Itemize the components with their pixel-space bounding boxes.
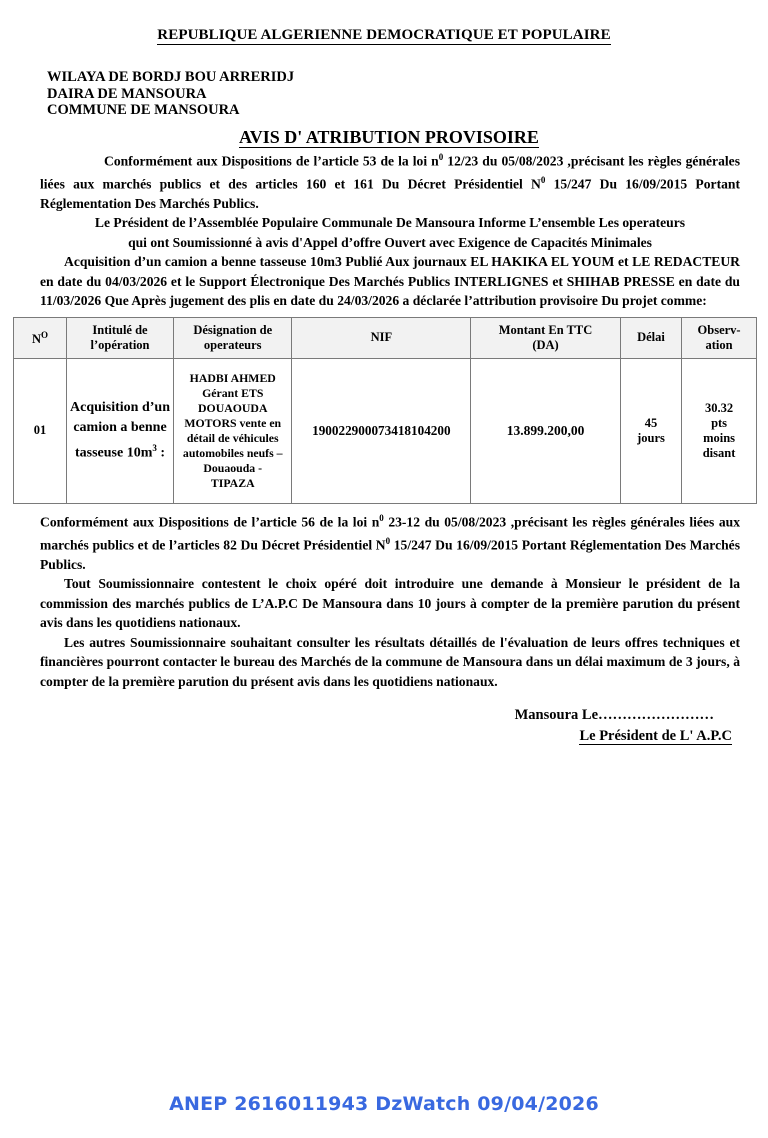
intro-p1-part3: 15/247 Du 16/09/2015 Portant Réglementation Des Marchés Publics. xyxy=(40,176,740,211)
cell-designation-l5: détail de véhicules xyxy=(186,430,279,445)
closing-p4-part1: Conformément aux Dispositions de l’article 56 de la loi n xyxy=(40,514,380,530)
column-header-observation-l2: ation xyxy=(705,337,733,352)
cell-designation-l7: Douaouda - xyxy=(203,460,263,475)
column-header-montant-l1: Montant En TTC xyxy=(498,322,593,337)
table-row xyxy=(14,358,757,503)
cell-intitule-l3b: : xyxy=(156,445,166,461)
notice-title xyxy=(0,119,768,148)
intro-p1-sup2: 0 xyxy=(540,174,546,185)
intro-p3-text: Acquisition d’un camion a benne tasseuse 10m3 Publié Aux journaux EL HAKIKA EL YOUM et LE REDACTEUR en date du 04/03/2026 et le Support Électronique Des Marchés Publics INTERLIGNES et SHIHAB PRESSE en date du 11/03/2026 Que Après jugement des plis en date du 24/03/2026 a déclarée l’attribution provisoire Du projet comme: xyxy=(40,254,740,309)
cell-delai-l2: jours xyxy=(637,430,665,445)
intro-p1-part2: 12/23 du 05/08/2023 ,précisant les règles générales liées aux marchés publics et des articles 160 et 161 Du Décret Présidentiel N xyxy=(40,153,740,192)
closing-section xyxy=(0,504,768,692)
cell-intitule-sup: 3 xyxy=(152,442,157,453)
intro-paragraph-1 xyxy=(40,148,740,214)
intro-section xyxy=(0,148,768,311)
closing-p4-part2: 23-12 du 05/08/2023 ,précisant les règles générales liées aux marchés publics et de l’articles 82 Du Décret Présidentiel N xyxy=(40,514,740,553)
notice-title-text: AVIS D' ATRIBUTION PROVISOIRE xyxy=(239,126,539,147)
republic-title xyxy=(0,0,768,44)
closing-paragraph-3 xyxy=(40,633,740,692)
cell-designation-l4: MOTORS vente en xyxy=(184,415,282,430)
column-header-intitule xyxy=(66,317,173,358)
column-header-observation-l1: Observ- xyxy=(697,322,741,337)
column-header-montant-l2: (DA) xyxy=(532,337,559,352)
column-header-designation-l1: Désignation de xyxy=(193,322,273,337)
administrative-block xyxy=(0,44,768,119)
cell-intitule-l1: Acquisition d’un xyxy=(70,399,170,415)
cell-intitule-l3 xyxy=(69,438,171,464)
cell-designation-l3: DOUAOUDA xyxy=(198,400,268,415)
column-header-no-text: N xyxy=(31,332,41,347)
column-header-no xyxy=(14,317,67,358)
intro-p1-part1: Conformément aux Dispositions de l’article 53 de la loi n xyxy=(104,153,439,169)
anep-footer-text: ANEP 2616011943 DzWatch 09/04/2026 xyxy=(169,1093,599,1115)
table-header-row xyxy=(14,317,757,358)
column-header-designation xyxy=(174,317,292,358)
column-header-designation-l2: operateurs xyxy=(203,337,262,352)
cell-designation-l2: Gérant ETS xyxy=(202,385,264,400)
column-header-nif: NIF xyxy=(292,317,471,358)
signature-signer xyxy=(0,726,732,747)
intro-paragraph-2-line2: qui ont Soumissionné à avis d'Appel d’offre Ouvert avec Exigence de Capacités Minimales xyxy=(128,234,652,250)
intro-paragraph-3 xyxy=(40,252,740,311)
intro-p1-sup1: 0 xyxy=(438,151,444,162)
closing-p5-text: Tout Soumissionnaire contestent le choix opéré doit introduire une demande à Monsieur le président de la commission des marchés publics de L’A.P.C De Mansoura dans 10 jours à compter de la première parution du présent avis dans les quotidiens nationaux. xyxy=(40,576,740,631)
column-header-intitule-l1: Intitulé de xyxy=(92,322,148,337)
anep-footer xyxy=(0,1093,768,1115)
cell-nif: 190022900073418104200 xyxy=(292,358,471,503)
cell-intitule-l3-text: tasseuse 10m xyxy=(74,445,153,461)
signature-place-date: Mansoura Le…………………… xyxy=(514,707,714,724)
cell-observation xyxy=(682,358,757,503)
closing-paragraph-1 xyxy=(40,509,740,575)
signature-signer-text: Le Président de L' A.P.C xyxy=(579,728,732,745)
cell-observation-l1: 30.32 xyxy=(705,400,734,415)
attribution-table xyxy=(13,317,757,504)
cell-designation-l8: TIPAZA xyxy=(210,475,255,490)
table-header xyxy=(14,317,757,358)
closing-p6-text: Les autres Soumissionnaire souhaitant consulter les résultats détaillés de l'évaluation de leurs offres techniques et financières pourront contacter le bureau des Marchés de la commune de Mansoura dans un délai maximum de 3 jours, à compter de la première parution du présent avis dans les quotidiens nationaux. xyxy=(40,634,740,689)
attribution-table-container xyxy=(0,311,768,504)
cell-observation-l3: moins xyxy=(703,430,736,445)
closing-p4-sup2: 0 xyxy=(385,535,391,546)
daira-line: DAIRA DE MANSOURA xyxy=(47,85,207,102)
cell-delai xyxy=(620,358,681,503)
column-header-delai: Délai xyxy=(620,317,681,358)
republic-title-text: REPUBLIQUE ALGERIENNE DEMOCRATIQUE ET POPULAIRE xyxy=(157,27,611,43)
closing-paragraph-2 xyxy=(40,574,740,633)
wilaya-line: WILAYA DE BORDJ BOU ARRERIDJ xyxy=(47,69,295,85)
cell-montant: 13.899.200,00 xyxy=(471,358,621,503)
column-header-intitule-l2: l’opération xyxy=(90,337,150,352)
cell-delai-l1: 45 xyxy=(644,415,658,430)
closing-p4-part3: 15/247 Du 16/09/2015 Portant Réglementation Des Marchés Publics. xyxy=(40,537,741,572)
cell-intitule-l2: camion a benne xyxy=(73,419,167,435)
signature-block xyxy=(0,691,768,747)
column-header-montant xyxy=(471,317,621,358)
cell-observation-l2: pts xyxy=(711,415,728,430)
cell-designation-l1: HADBI AHMED xyxy=(189,370,276,385)
intro-paragraph-2-line1: Le Président de l’Assemblée Populaire Communale De Mansoura Informe L’ensemble Les operateurs xyxy=(94,215,686,231)
column-header-no-sup: O xyxy=(41,329,49,340)
table-body xyxy=(14,358,757,503)
cell-intitule xyxy=(66,358,173,503)
cell-no: 01 xyxy=(14,358,67,503)
cell-observation-l4: disant xyxy=(702,445,736,460)
closing-p4-sup1: 0 xyxy=(379,512,384,523)
column-header-observation xyxy=(682,317,757,358)
cell-designation xyxy=(174,358,292,503)
commune-line: COMMUNE DE MANSOURA xyxy=(47,102,240,118)
cell-designation-l6: automobiles neufs – xyxy=(182,445,283,460)
